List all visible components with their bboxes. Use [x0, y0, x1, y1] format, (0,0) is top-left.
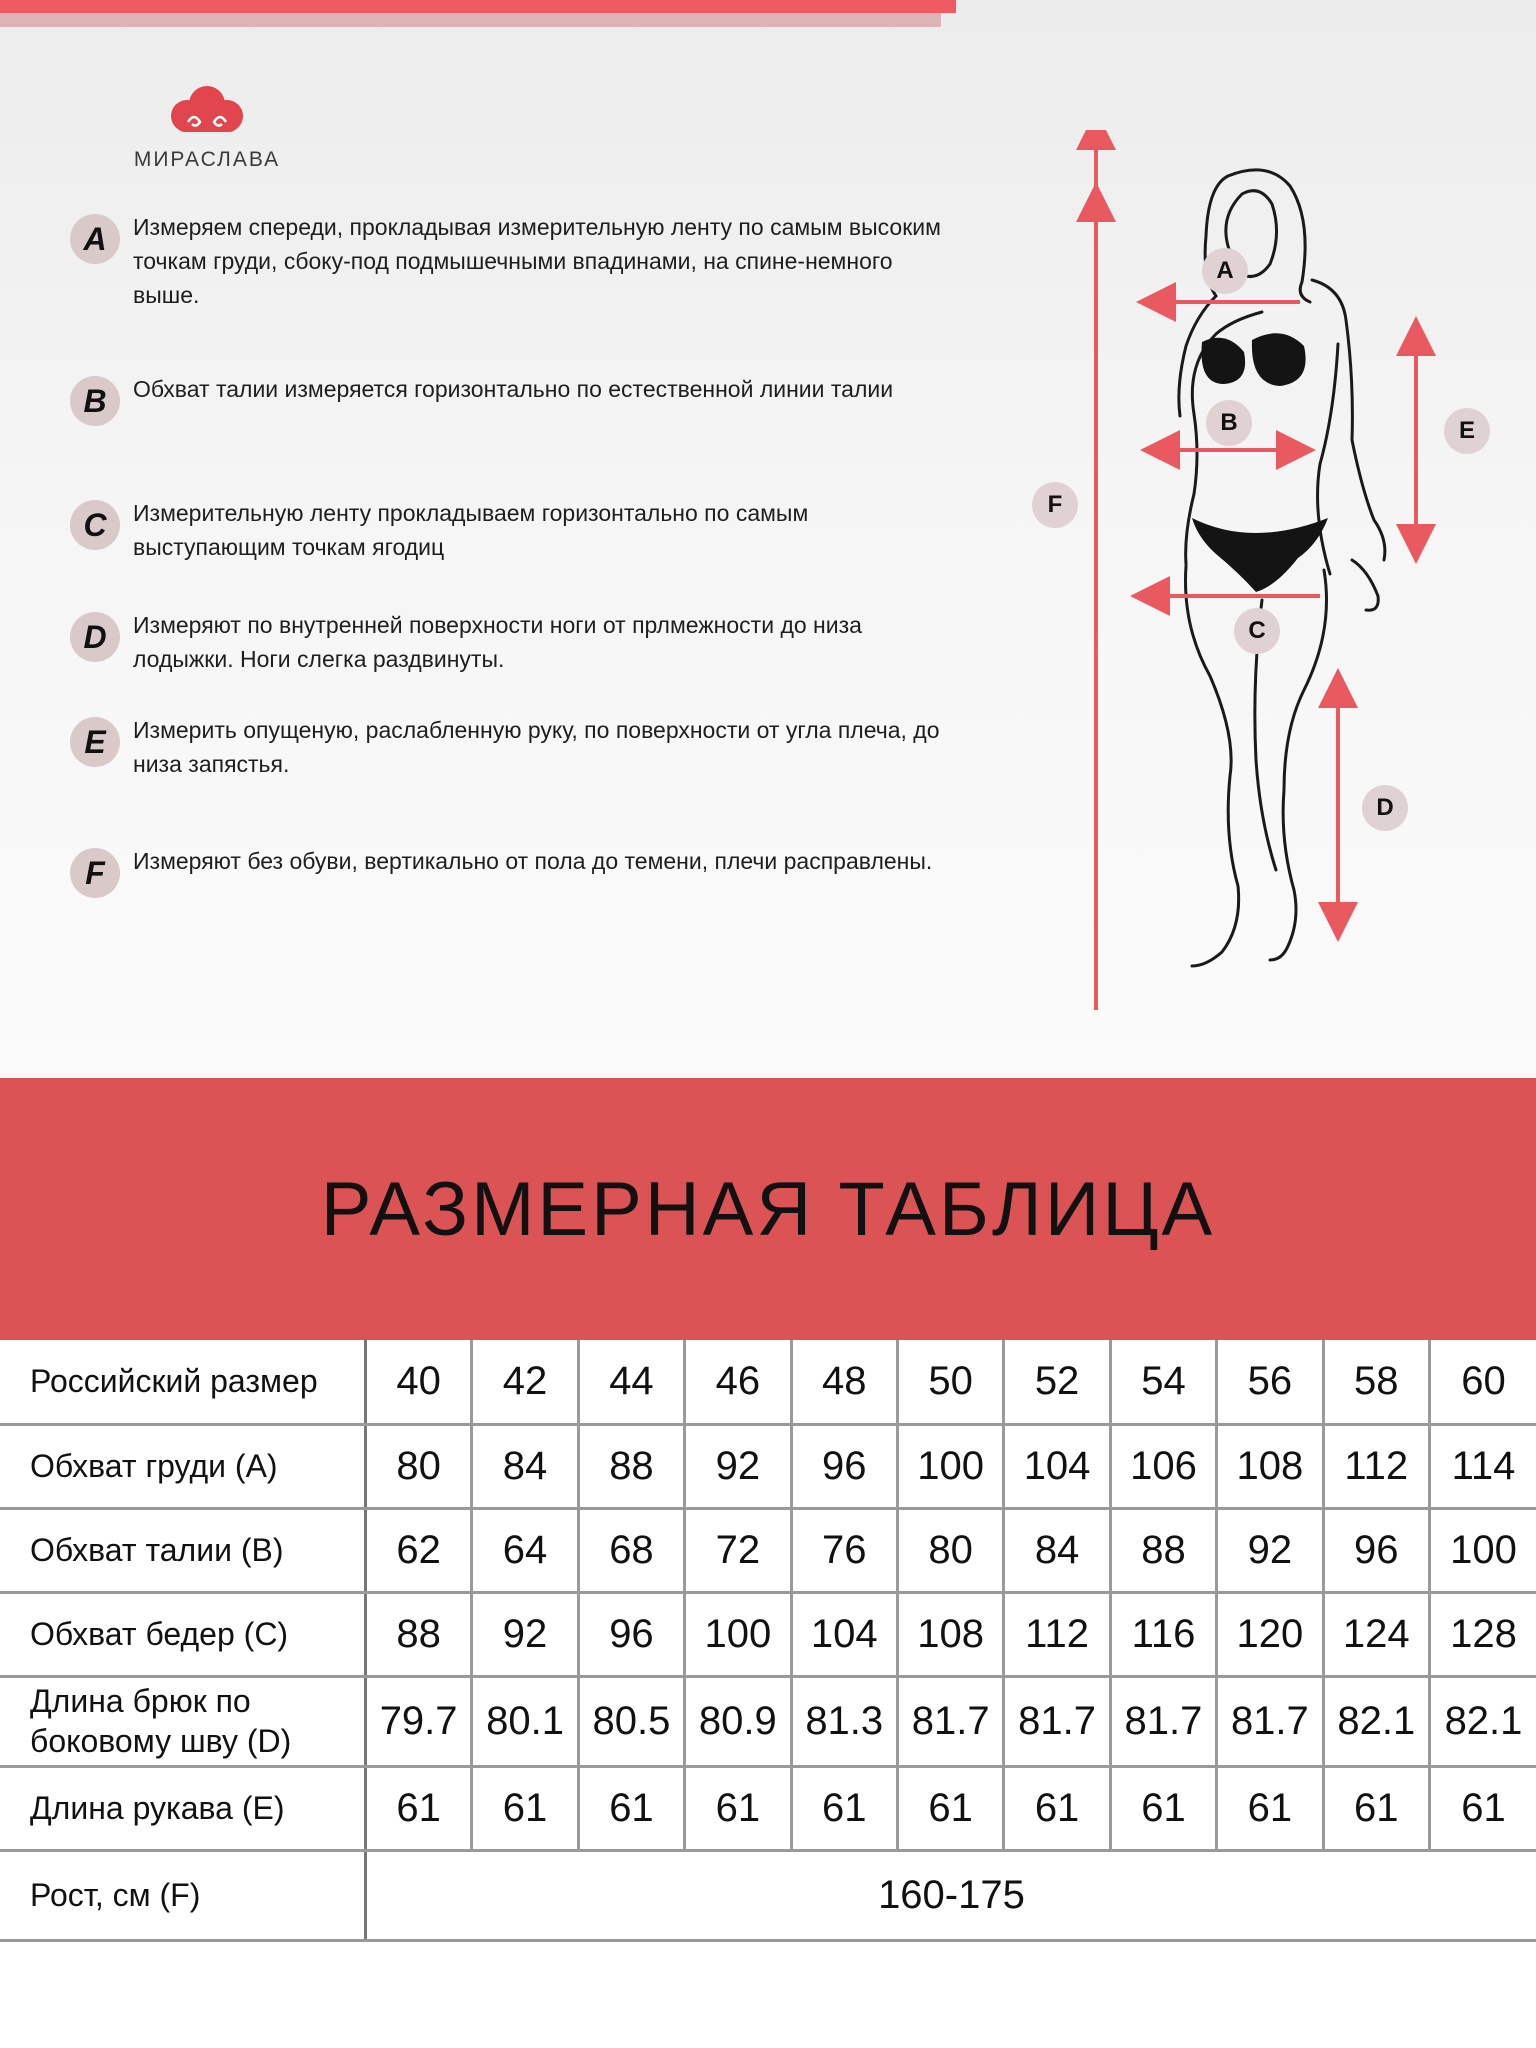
- hips-row: [0, 1592, 1536, 1676]
- table-cell: 46: [685, 1340, 791, 1424]
- table-cell: 88: [365, 1592, 471, 1676]
- marker-e: E: [1444, 408, 1490, 454]
- table-cell: 44: [578, 1340, 684, 1424]
- table-cell: 61: [578, 1766, 684, 1850]
- table-cell: 88: [578, 1424, 684, 1508]
- title-band: [0, 1078, 1536, 1340]
- table-cell: 84: [1004, 1508, 1110, 1592]
- badge-f: F: [70, 848, 120, 898]
- table-cell: 112: [1004, 1592, 1110, 1676]
- instruction-b: [70, 372, 970, 442]
- table-cell: 112: [1323, 1424, 1429, 1508]
- height-row: [0, 1850, 1536, 1940]
- trouser-length-row: [0, 1676, 1536, 1766]
- table-cell: 128: [1429, 1592, 1536, 1676]
- table-cell: 56: [1217, 1340, 1323, 1424]
- row-label: Длина брюк по боковому шву (D): [0, 1676, 365, 1766]
- russian-size-row: [0, 1340, 1536, 1424]
- table-cell: 96: [1323, 1508, 1429, 1592]
- instruction-c: [70, 496, 970, 566]
- table-cell: 58: [1323, 1340, 1429, 1424]
- table-cell: 124: [1323, 1592, 1429, 1676]
- table-cell: 61: [1004, 1766, 1110, 1850]
- marker-c: C: [1234, 608, 1280, 654]
- instruction-text: Измерительную ленту прокладываем горизонтально по самым выступающим точкам ягодиц: [133, 500, 809, 560]
- waist-row: [0, 1508, 1536, 1592]
- table-cell: 52: [1004, 1340, 1110, 1424]
- table-cell: 92: [685, 1424, 791, 1508]
- instruction-text: Измерить опущеную, раслабленную руку, по поверхности от угла плеча, до низа запястья.: [133, 717, 940, 777]
- table-cell: 92: [472, 1592, 578, 1676]
- instruction-f: [70, 844, 970, 914]
- table-cell: 80: [365, 1424, 471, 1508]
- size-table-title: РАЗМЕРНАЯ ТАБЛИЦА: [320, 1167, 1216, 1252]
- table-cell: 60: [1429, 1340, 1536, 1424]
- table-cell: 116: [1110, 1592, 1216, 1676]
- badge-b: B: [70, 376, 120, 426]
- table-cell: 64: [472, 1508, 578, 1592]
- table-cell: 81.7: [1110, 1676, 1216, 1766]
- table-cell: 104: [791, 1592, 897, 1676]
- badge-a: A: [70, 214, 120, 264]
- badge-c: C: [70, 500, 120, 550]
- row-label: Обхват бедер (С): [0, 1592, 365, 1676]
- sleeve-length-row: [0, 1766, 1536, 1850]
- table-cell: 108: [1217, 1424, 1323, 1508]
- instruction-text: Измеряют по внутренней поверхности ноги от прлмежности до низа лодыжки. Ноги слегка раздвинуты.: [133, 612, 862, 672]
- row-label: Обхват груди (А): [0, 1424, 365, 1508]
- table-cell: 96: [578, 1592, 684, 1676]
- brand-logo: [124, 82, 290, 174]
- bust-row: [0, 1424, 1536, 1508]
- row-label: Рост, см (F): [0, 1850, 365, 1940]
- table-cell: 61: [897, 1766, 1003, 1850]
- marker-a: A: [1202, 248, 1248, 294]
- instruction-d: [70, 608, 970, 678]
- table-cell: 61: [365, 1766, 471, 1850]
- table-cell: 106: [1110, 1424, 1216, 1508]
- female-figure-illustration: [1000, 130, 1536, 1030]
- brand-name: МИРАСЛАВА: [133, 148, 281, 171]
- table-cell: 76: [791, 1508, 897, 1592]
- table-cell: 68: [578, 1508, 684, 1592]
- table-cell: 81.3: [791, 1676, 897, 1766]
- table-cell: 81.7: [1004, 1676, 1110, 1766]
- table-cell: 80.9: [685, 1676, 791, 1766]
- table-cell: 62: [365, 1508, 471, 1592]
- table-cell: 81.7: [1217, 1676, 1323, 1766]
- table-cell: 61: [1110, 1766, 1216, 1850]
- table-cell: 120: [1217, 1592, 1323, 1676]
- table-cell: 100: [685, 1592, 791, 1676]
- table-cell: 108: [897, 1592, 1003, 1676]
- table-cell: 61: [1323, 1766, 1429, 1850]
- row-label: Обхват талии (В): [0, 1508, 365, 1592]
- table-cell: 50: [897, 1340, 1003, 1424]
- instruction-a: [70, 210, 970, 308]
- table-cell: 96: [791, 1424, 897, 1508]
- table-cell: 80.1: [472, 1676, 578, 1766]
- badge-e: E: [70, 717, 120, 767]
- table-cell: 104: [1004, 1424, 1110, 1508]
- instruction-text: Измеряют без обуви, вертикально от пола до темени, плечи расправлены.: [133, 848, 933, 874]
- table-cell: 61: [472, 1766, 578, 1850]
- marker-f: F: [1032, 482, 1078, 528]
- table-cell: 42: [472, 1340, 578, 1424]
- instruction-text: Измеряем спереди, прокладывая измерительную ленту по самым высоким точкам груди, сбоку-под подмышечными впадинами, на спине-немного выше.: [133, 214, 941, 308]
- table-cell: 61: [685, 1766, 791, 1850]
- cloud-logo-icon: [168, 82, 246, 142]
- row-label: Длина рукава (Е): [0, 1766, 365, 1850]
- row-label: Российский размер: [0, 1340, 365, 1424]
- table-cell: 40: [365, 1340, 471, 1424]
- table-cell: 61: [1429, 1766, 1536, 1850]
- table-cell: 88: [1110, 1508, 1216, 1592]
- top-accent-bar-secondary: [0, 13, 941, 27]
- table-cell: 79.7: [365, 1676, 471, 1766]
- table-cell: 100: [1429, 1508, 1536, 1592]
- size-table: [0, 1340, 1536, 1942]
- table-cell: 80: [897, 1508, 1003, 1592]
- body-measurement-figure: [1000, 130, 1536, 1030]
- table-cell: 81.7: [897, 1676, 1003, 1766]
- table-cell: 54: [1110, 1340, 1216, 1424]
- table-cell: 84: [472, 1424, 578, 1508]
- table-cell: 92: [1217, 1508, 1323, 1592]
- table-cell: 114: [1429, 1424, 1536, 1508]
- height-range-cell: 160-175: [365, 1850, 1536, 1940]
- table-cell: 82.1: [1323, 1676, 1429, 1766]
- table-cell: 61: [791, 1766, 897, 1850]
- top-accent-bar: [0, 0, 956, 13]
- table-cell: 82.1: [1429, 1676, 1536, 1766]
- instruction-e: [70, 713, 970, 783]
- badge-d: D: [70, 612, 120, 662]
- table-cell: 48: [791, 1340, 897, 1424]
- instruction-text: Обхват талии измеряется горизонтально по естественной линии талии: [133, 376, 894, 402]
- marker-b: B: [1206, 400, 1252, 446]
- table-cell: 80.5: [578, 1676, 684, 1766]
- table-cell: 61: [1217, 1766, 1323, 1850]
- marker-d: D: [1362, 785, 1408, 831]
- table-cell: 100: [897, 1424, 1003, 1508]
- table-cell: 72: [685, 1508, 791, 1592]
